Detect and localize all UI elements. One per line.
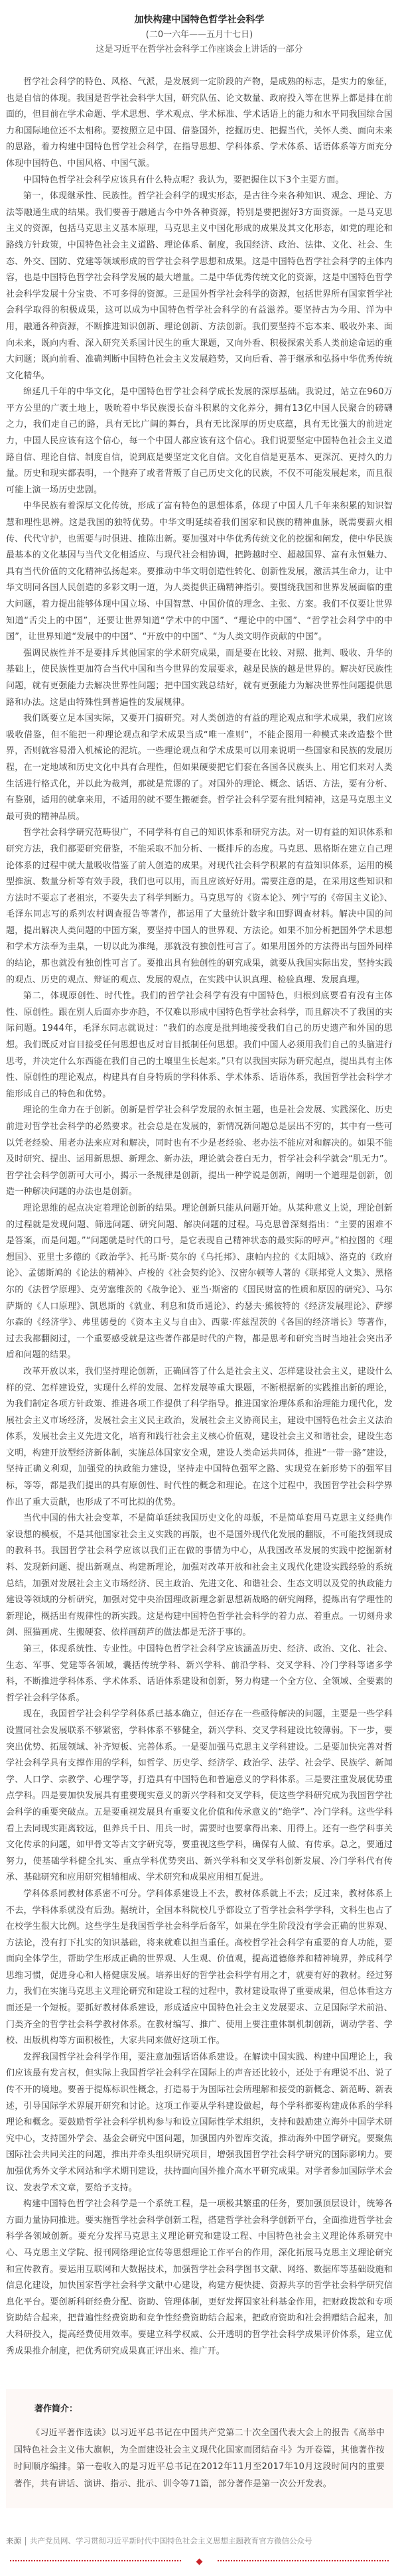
paragraph: 第一，体现继承性、民族性。哲学社会科学的现实形态，是古往今来各种知识、观念、理论、方法等融通生成的结果。我们要善于融通古今中外各种资源，特别是要把握好3方面资源。一是马克思主义的资源，包括马克思主义基本原理，马克思主义中国化形成的成果及其文化形态，如党的理论和路线方针政策，中国特色社会主义道路、理论体系、制度，我国经济、政治、法律、文化、社会、生态、外交、国防、党建等领域形成的哲学社会科学思想和成果。这是中国特色哲学社会科学的主体内容，也是中国特色哲学社会科学发展的最大增量。二是中华优秀传统文化的资源，这是中国特色哲学社会科学发展十分宝贵、不可多得的资源。三是国外哲学社会科学的资源，包括世界所有国家哲学社会科学取得的积极成果，这可以成为中国特色哲学社会科学的有益滋养。要坚持古为今用、洋为中用，融通各种资源，不断推进知识创新、理论创新、方法创新。我们要坚持不忘本来、吸收外来、面向未来，既向内看、深入研究关系国计民生的重大课题，又向外看、积极探索关系人类前途命运的重大问题；既向前看、准确判断中国特色社会主义发展趋势，又向后看、善于继承和弘扬中华优秀传统文化精华。 <box>6 191 393 381</box>
paragraph: 学科体系同教材体系密不可分。学科体系建设上不去，教材体系就上不去；反过来，教材体系上不去，学科体系就没有后劲。据统计，全国本科院校几乎都设立了哲学社会科学学科，文科生也占了在校学生很大比例。这些学生是我国哲学社会科学后备军，如果在学生阶段没有学会正确的世界观、方法论，没有打下扎实的知识基础，将来就难以担当重任。高校哲学社会科学有重要的育人功能，要面向全体学生，帮助学生形成正确的世界观、人生观、价值观，提高道德修养和精神境界，养成科学思维习惯，促进身心和人格健康发展。培养出好的哲学社会科学有用之才，就要有好的教材。经过努力，我们在实施马克思主义理论研究和建设工程的过程中，教材建设取得了重要成果，但总体看这方面还是一个短板。要抓好教材体系建设，形成适应中国特色社会主义发展要求、立足国际学术前沿、门类齐全的哲学社会科学教材体系。在教材编写、推广、使用上要注重体制机制创新，调动学者、学校、出版机构等方面积极性，大家共同来做好这项工作。 <box>6 1888 393 2046</box>
article-header <box>6 12 393 57</box>
paragraph: 强调民族性并不是要排斥其他国家的学术研究成果，而是要在比较、对照、批判、吸收、升华的基础上，使民族性更加符合当代中国和当今世界的发展要求，越是民族的越是世界的。解决好民族性问题，就有更强能力去解决世界性问题；把中国实践总结好，就有更强能力为解决世界性问题提供思路和办法。这是由特殊性到普遍性的发展规律。 <box>6 648 393 708</box>
paragraph: 当代中国的伟大社会变革，不是简单延续我国历史文化的母版，不是简单套用马克思主义经典作家设想的模板，不是其他国家社会主义实践的再版，也不是国外现代化发展的翻版，不可能找到现成的教科书。我国哲学社会科学应该以我们正在做的事情为中心，从我国改革发展的实践中挖掘新材料、发现新问题、提出新观点、构建新理论，加强对改革开放和社会主义现代化建设实践经验的系统总结，加强对发展社会主义市场经济、民主政治、先进文化、和谐社会、生态文明以及党的执政能力建设等领域的分析研究，加强对党中央治国理政新理念新思想新战略的研究阐释，提炼出有学理性的新理论，概括出有规律性的新实践。这是构建中国特色哲学社会科学的着力点、着重点。一切刻舟求剑、照猫画虎、生搬硬套、依样画葫芦的做法都是无济于事的。 <box>6 1513 393 1638</box>
source-text: 共产党员网、学习贯彻习近平新时代中国特色社会主义思想主题教育官方微信公众号 <box>30 2536 312 2546</box>
divider-line-left <box>10 2560 181 2563</box>
diamond-icon <box>196 2558 203 2565</box>
paragraph: 中华民族有着深厚文化传统，形成了富有特色的思想体系，体现了中国人几千年来积累的知识智慧和理性思辨。这是我国的独特优势。中华文明延续着我们国家和民族的精神血脉，既需要薪火相传、代代守护，也需要与时俱进、推陈出新。要加强对中华优秀传统文化的挖掘和阐发，使中华民族最基本的文化基因与当代文化相适应、与现代社会相协调，把跨越时空、超越国界、富有永恒魅力、具有当代价值的文化精神弘扬起来。要推动中华文明创造性转化、创新性发展，激活其生命力，让中华文明同各国人民创造的多彩文明一道，为人类提供正确精神指引。要围绕我国和世界发展面临的重大问题，着力提出能够体现中国立场、中国智慧、中国价值的理念、主张、方案。我们不仅要让世界知道“舌尖上的中国”，还要让世界知道“学术中的中国”、“理论中的中国”、“哲学社会科学中的中国”，让世界知道“发展中的中国”、“开放中的中国”、“为人类文明作贡献的中国”。 <box>6 501 393 643</box>
footer-divider <box>10 2555 389 2568</box>
paragraph: 构建中国特色哲学社会科学是一个系统工程，是一项极其繁重的任务，要加强顶层设计，统筹各方面力量协同推进。要实施哲学社会科学创新工程，搭建哲学社会科学创新平台，全面推进哲学社会科学各领域创新。要充分发挥马克思主义理论研究和建设工程、中国特色社会主义理论体系研究中心、马克思主义学院、报刊网络理论宣传等思想理论工作平台的作用，深化拓展马克思主义理论研究和宣传教育。要运用互联网和大数据技术，加强哲学社会科学图书文献、网络、数据库等基础设施和信息化建设，加快国家哲学社会科学文献中心建设，构建方便快捷、资源共享的哲学社会科学研究信息化平台。要创新科研经费分配、资助、管理体制，更好发挥国家社科基金作用，把财政拨款和专项资助结合起来，把普遍性经费资助和竞争性经费资助结合起来，把政府资助和社会捐赠结合起来，加大科研投入，提高经费使用效率。要建立科学权威、公开透明的哲学社会科学成果评价体系，建立优秀成果推介制度，把优秀研究成果真正评出来、推广开。 <box>6 2199 393 2356</box>
paragraph: 第三，体现系统性、专业性。中国特色哲学社会科学应该涵盖历史、经济、政治、文化、社会、生态、军事、党建等各领域，囊括传统学科、新兴学科、前沿学科、交叉学科、冷门学科等诸多学科，不断推进学科体系、学术体系、话语体系建设和创新，努力构建一个全方位、全领域、全要素的哲学社会科学体系。 <box>6 1644 393 1703</box>
divider-line-right <box>218 2560 389 2563</box>
paragraph: 发挥我国哲学社会科学作用，要注意加强话语体系建设。在解读中国实践、构建中国理论上，我们应该最有发言权，但实际上我国哲学社会科学在国际上的声音还比较小，还处于有理说不出、说了传不开的境地。要善于提炼标识性概念，打造易于为国际社会所理解和接受的新概念、新范畴、新表述，引导国际学术界展开研究和讨论。这项工作要从学科建设做起，每个学科都要构建成体系的学科理论和概念。要鼓励哲学社会科学机构参与和设立国际性学术组织，支持和鼓励建立海外中国学术研究中心，支持国外学会、基金会研究中国问题，加强国内外智库交流，推动海外中国学研究。要聚焦国际社会共同关注的问题，推出并牵头组织研究项目，增强我国哲学社会科学研究的国际影响力。要加强优秀外文学术网站和学术期刊建设，扶持面向国外推介高水平研究成果。对学者参加国际学术会议、发表学术文章，要给予支持。 <box>6 2052 393 2193</box>
source-line <box>6 2535 393 2547</box>
article-date: (二0一六年——五月十七日) <box>145 30 253 40</box>
paragraph: 我们既要立足本国实际，又要开门搞研究。对人类创造的有益的理论观点和学术成果，我们应该吸收借鉴，但不能把一种理论观点和学术成果当成“唯一准则”，不能企图用一种模式来改造整个世界，否则就容易滑入机械论的泥坑。一些理论观点和学术成果可以用来说明一些国家和民族的发展历程，在一定地域和历史文化中具有合理性，但如果硬要把它们套在各国各民族头上、用它们来对人类生活进行格式化，并以此为裁判，那就是荒谬的了。对国外的理论、概念、话语、方法，要有分析、有鉴别，适用的就拿来用，不适用的就不要生搬硬套。哲学社会科学要有批判精神，这是马克思主义最可贵的精神品质。 <box>6 714 393 822</box>
paragraph: 改革开放以来，我们坚持理论创新，正确回答了什么是社会主义、怎样建设社会主义，建设什么样的党、怎样建设党，实现什么样的发展、怎样发展等重大课题，不断根据新的实践推出新的理论，为我们制定各项方针政策、推进各项工作提供了科学指导。推进国家治理体系和治理能力现代化，发展社会主义市场经济，发展社会主义民主政治，发展社会主义协商民主，建设中国特色社会主义法治体系，发展社会主义先进文化，培育和践行社会主义核心价值观，建设社会主义和谐社会，建设生态文明，构建开放型经济新体制，实施总体国家安全观，建设人类命运共同体，推进“一带一路”建设，坚持正确义利观，加强党的执政能力建设，坚持走中国特色强军之路、实现党在新形势下的强军目标，等等，都是我们提出的具有原创性、时代性的概念和理论。在这个过程中，我国哲学社会科学界作出了重大贡献，也形成了不可比拟的优势。 <box>6 1366 393 1507</box>
article-subtitle: 这是习近平在哲学社会科学工作座谈会上讲话的一部分 <box>96 44 303 54</box>
source-separator <box>25 2537 26 2545</box>
paragraph: 哲学社会科学的特色、风格、气派，是发展到一定阶段的产物，是成熟的标志，是实力的象征，也是自信的体现。我国是哲学社会科学大国，研究队伍、论文数量、政府投入等在世界上都是排在前面的，但目前在学术命题、学术思想、学术观点、学术标准、学术话语上的能力和水平同我国综合国力和国际地位还不太相称。要按照立足中国、借鉴国外，挖掘历史、把握当代，关怀人类、面向未来的思路，着力构建中国特色哲学社会科学，在指导思想、学科体系、学术体系、话语体系等方面充分体现中国特色、中国风格、中国气派。 <box>6 77 393 169</box>
paragraph: 理论的生命力在于创新。创新是哲学社会科学发展的永恒主题，也是社会发展、实践深化、历史前进对哲学社会科学的必然要求。社会总是在发展的，新情况新问题总是层出不穷的，其中有一些可以凭老经验、用老办法来应对和解决，同时也有不少是老经验、老办法不能应对和解决的。如果不能及时研究、提出、运用新思想、新理念、新办法，理论就会苍白无力，哲学社会科学就会“肌无力”。哲学社会科学创新可大可小，揭示一条规律是创新，提出一种学说是创新，阐明一个道理是创新，创造一种解决问题的办法也是创新。 <box>6 1105 393 1197</box>
paragraph: 理论思维的起点决定着理论创新的结果。理论创新只能从问题开始。从某种意义上说，理论创新的过程就是发现问题、筛选问题、研究问题、解决问题的过程。马克思曾深刻指出：“主要的困难不是答案，而是问题。”“问题就是时代的口号，是它表现自己精神状态的最实际的呼声。”柏拉图的《理想国》、亚里士多德的《政治学》、托马斯·莫尔的《乌托邦》、康帕内拉的《太阳城》、洛克的《政府论》、孟德斯鸠的《论法的精神》、卢梭的《社会契约论》、汉密尔顿等人著的《联邦党人文集》、黑格尔的《法哲学原理》、克劳塞维茨的《战争论》、亚当·斯密的《国民财富的性质和原因的研究》、马尔萨斯的《人口原理》、凯恩斯的《就业、利息和货币通论》、约瑟夫·熊彼特的《经济发展理论》、萨缪尔森的《经济学》、弗里德曼的《资本主义与自由》、西蒙·库兹涅茨的《各国的经济增长》等著作，过去我都翻阅过，一个重要感受就是这些著作都是时代的产物，都是思考和研究当时当地社会突出矛盾和问题的结果。 <box>6 1203 393 1361</box>
paragraph: 中国特色哲学社会科学应该具有什么特点呢？我认为，要把握住以下3个主要方面。 <box>23 175 344 185</box>
paragraph: 第二，体现原创性、时代性。我们的哲学社会科学有没有中国特色，归根到底要看有没有主体性、原创性。跟在别人后面亦步亦趋，不仅难以形成中国特色哲学社会科学，而且解决不了我国的实际问题。1944年，毛泽东同志就说过：“我们的态度是批判地接受我们自己的历史遗产和外国的思想。我们既反对盲目接受任何思想也反对盲目抵制任何思想。我们中国人必须用我们自己的头脑进行思考，并决定什么东西能在我们自己的土壤里生长起来。”只有以我国实际为研究起点，提出具有主体性、原创性的理论观点，构建具有自身特质的学科体系、学术体系、话语体系，我国哲学社会科学才能形成自己的特色和优势。 <box>6 991 393 1099</box>
article-body <box>6 74 393 2360</box>
paragraph: 现在，我国哲学社会科学学科体系已基本确立，但还存在一些亟待解决的问题，主要是一些学科设置同社会发展联系不够紧密，学科体系不够健全，新兴学科、交叉学科建设比较薄弱。下一步，要突出优势、拓展领域、补齐短板、完善体系。一是要加强马克思主义学科建设。二是要加快完善对哲学社会科学具有支撑作用的学科，如哲学、历史学、经济学、政治学、法学、社会学、民族学、新闻学、人口学、宗教学、心理学等，打造具有中国特色和普遍意义的学科体系。三是要注重发展优势重点学科。四是要加快发展具有重要现实意义的新兴学科和交叉学科，使这些学科研究成为我国哲学社会科学的重要突破点。五是要重视发展具有重要文化价值和传承意义的“绝学”、冷门学科。这些学科看上去同现实距离较远，但养兵千日、用兵一时，需要时也要拿得出来、用得上。还有一些学科事关文化传承的问题，如甲骨文等古文字研究等，要重视这些学科，确保有人做、有传承。总之，要通过努力，使基础学科健全扎实、重点学科优势突出、新兴学科和交叉学科创新发展、冷门学科代有传承、基础研究和应用研究相辅相成、学术研究和成果应用相互促进。 <box>6 1709 393 1883</box>
article-title: 加快构建中国特色哲学社会科学 <box>134 15 265 25</box>
book-intro-text: 《习近平著作选读》以习近平总书记在中国共产党第二十次全国代表大会上的报告《高举中国特色社会主义伟大旗帜，为全面建设社会主义现代化国家而团结奋斗》为开卷篇，其他著作按时间顺序编排。第一卷收入的是习近平总书记在2012年11月至2017年10月这段时间内的重要著作，共有讲话、演讲、指示、批示、训令等71篇，部分著作是第一次公开发表。 <box>14 2428 385 2489</box>
book-intro-label: 著作简介： <box>34 2404 78 2415</box>
paragraph: 哲学社会科学研究范畴很广，不同学科有自己的知识体系和研究方法。对一切有益的知识体系和研究方法，我们都要研究借鉴，不能采取不加分析、一概排斥的态度。马克思、恩格斯在建立自己理论体系的过程中就大量吸收借鉴了前人创造的成果。对现代社会科学积累的有益知识体系，运用的模型推演、数量分析等有效手段，我们也可以用，而且应该好好用。需要注意的是，在采用这些知识和方法时不要忘了老祖宗，不要失去了科学判断力。马克思写的《资本论》、列宁写的《帝国主义论》、毛泽东同志写的系列农村调查报告等著作，都运用了大量统计数字和田野调查材料。解决中国的问题，提出解决人类问题的中国方案，要坚持中国人的世界观、方法论。如果不加分析把国外学术思想和学术方法奉为圭臬，一切以此为准绳，那就没有独创性可言了。如果用国外的方法得出与国外同样的结论，那也就没有独创性可言了。要推出具有独创性的研究成果，就要从我国实际出发，坚持实践的观点、历史的观点、辩证的观点、发展的观点，在实践中认识真理、检验真理、发展真理。 <box>6 828 393 985</box>
paragraph: 绵延几千年的中华文化，是中国特色哲学社会科学成长发展的深厚基础。我说过，站立在960万平方公里的广袤土地上，吸吮着中华民族漫长奋斗积累的文化养分，拥有13亿中国人民聚合的磅礴之力，我们走自己的路，具有无比广阔的舞台，具有无比深厚的历史底蕴，具有无比强大的前进定力，中国人民应该有这个信心，每一个中国人都应该有这个信心。我们说要坚定中国特色社会主义道路自信、理论自信、制度自信，说到底是要坚定文化自信。文化自信是更基本、更深沉、更持久的力量。历史和现实都表明，一个抛弃了或者背叛了自己历史文化的民族，不仅不可能发展起来，而且很可能上演一场历史悲剧。 <box>6 387 393 495</box>
source-label: 来源 <box>6 2536 21 2546</box>
book-intro-box <box>6 2389 393 2508</box>
